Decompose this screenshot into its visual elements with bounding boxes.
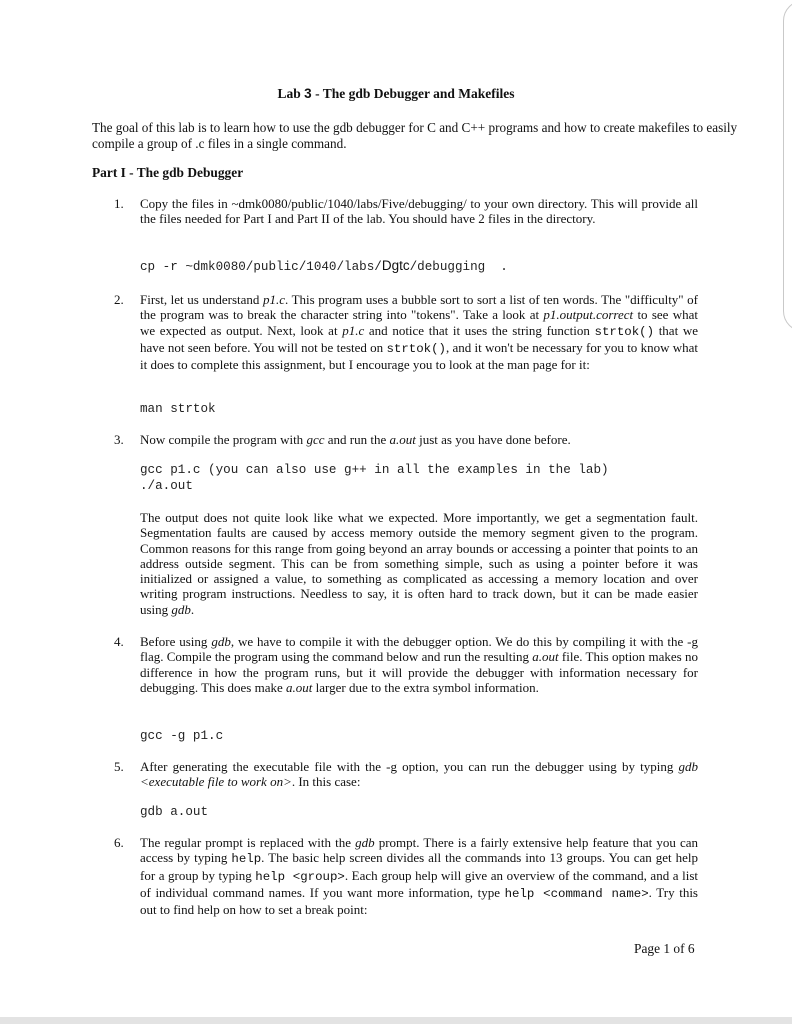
item-1-text: Copy the files in ~dmk0080/public/1040/labs/Five/debugging/ to your own directory. This will provide all the files needed for Part I and Part II of the lab. You should have 2 files in the directory. [140,196,698,227]
item-number: 4. [114,634,124,649]
item-5-text: After generating the executable file with the -g option, you can run the debugger using by typing gdb <executable file to work on>. In this case: [140,759,698,790]
item-3-paragraph-2: The output does not quite look like what we expected. More importantly, we get a segmentation fault. Segmentation faults are caused by access memory outside the memory segment given to the program. Common reasons for this range from going beyond an array bounds or accessing a pointer that points to an address outside segment. This can be from something simple, such as using a pointer before it was initialized or assigned a value, to something as complicated as accessing a memory location and over writing program instructions. Needless to say, it is often hard to track down, but it can be made easier using gdb. [140,510,698,617]
item-4-text: Before using gdb, we have to compile it with the debugger option. We do this by compiling it with the -g flag. Compile the program using the command below and run the resulting a.out file. This option makes no difference in how the program runs, but it will provide the debugger with information necessary for debugging. This does make a.out larger due to the extra symbol information. [140,634,698,695]
page-number: Page 1 of 6 [634,941,695,956]
item-1-code: cp -r ~dmk0080/public/1040/labs/Dgtc/debugging . [140,258,508,274]
document-title: Lab 3 - The gdb Debugger and Makefiles [277,86,515,101]
item-3-code-line-2: ./a.out [140,479,193,493]
page-edge-curl [783,0,792,332]
item-4-code: gcc -g p1.c [140,729,224,743]
item-number: 2. [114,292,124,307]
item-2-code: man strtok [140,402,216,416]
item-number: 6. [114,835,124,850]
intro-paragraph: The goal of this lab is to learn how to use the gdb debugger for C and C++ programs and how to create makefiles to easily compile a group of .c files in a single command. [92,120,738,151]
item-5-code: gdb a.out [140,805,209,819]
item-3-text: Now compile the program with gcc and run the a.out just as you have done before. [140,432,571,447]
item-3-code-line-1: gcc p1.c (you can also use g++ in all the examples in the lab) [140,463,609,477]
item-number: 3. [114,432,124,447]
part-heading: Part I - The gdb Debugger [92,165,244,180]
item-number: 5. [114,759,124,774]
item-2-text: First, let us understand p1.c. This program uses a bubble sort to sort a list of ten words. The "difficulty" of the program was to break the character string into "tokens". Take a look at p1.output.correct to see what we expected as output. Next, look at p1.c and notice that it uses the string function strtok() that we have not seen before. You will not be tested on strtok(), and it won't be necessary for you to know what it does to complete this assignment, but I encourage you to look at the man page for it: [140,292,699,373]
bottom-bar [0,1017,792,1024]
item-number: 1. [114,196,124,211]
item-6-text: The regular prompt is replaced with the gdb prompt. There is a fairly extensive help feature that you can access by typing help. The basic help screen divides all the commands into 13 groups. You can get help for a group by typing help <group>. Each group help will give an overview of the command, and a list of individual command names. If you want more information, type help <command name>. Try this out to find help on how to set a break point: [140,835,698,918]
